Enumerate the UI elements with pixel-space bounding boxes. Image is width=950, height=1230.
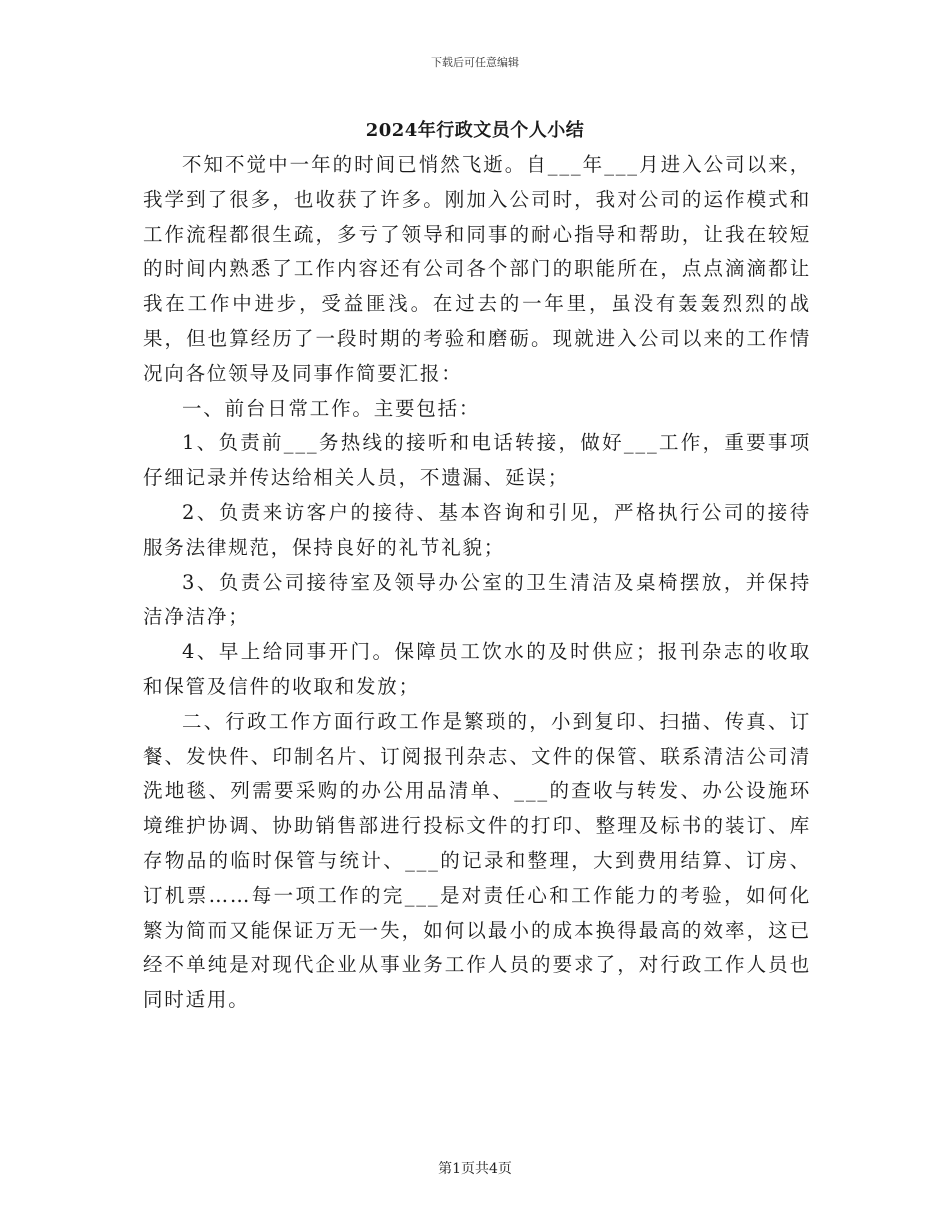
document-body <box>143 148 811 1018</box>
document-title: 2024年行政文员个人小结 <box>365 120 585 141</box>
paragraph: 4、早上给同事开门。保障员工饮水的及时供应；报刊杂志的收取和保管及信件的收取和发放； <box>143 640 811 698</box>
paragraph: 1、负责前___务热线的接听和电话转接，做好___工作，重要事项仔细记录并传达给相关人员，不遗漏、延误； <box>143 431 811 490</box>
page-number: 第1页共4页 <box>438 1161 512 1177</box>
paragraph: 3、负责公司接待室及领导办公室的卫生清洁及桌椅摆放，并保持洁净洁净； <box>143 570 811 629</box>
paragraph: 不知不觉中一年的时间已悄然飞逝。自___年___月进入公司以来，我学到了很多，也收获了许多。刚加入公司时，我对公司的运作模式和工作流程都很生疏，多亏了领导和同事的耐心指导和帮助，让我在较短的时间内熟悉了工作内容还有公司各个部门的职能所在，点点滴滴都让我在工作中进步，受益匪浅。在过去的一年里，虽没有轰轰烈烈的战果，但也算经历了一段时期的考验和磨砺。现就进入公司以来的工作情况向各位领导及同事作简要汇报： <box>143 153 811 385</box>
paragraph: 一、前台日常工作。主要包括： <box>182 396 481 420</box>
paragraph: 2、负责来访客户的接待、基本咨询和引见，严格执行公司的接待服务法律规范，保持良好的礼节礼貌； <box>143 500 811 559</box>
header-note: 下载后可任意编辑 <box>431 56 519 69</box>
paragraph: 二、行政工作方面行政工作是繁琐的，小到复印、扫描、传真、订餐、发快件、印制名片、订阅报刊杂志、文件的保管、联系清洁公司清洗地毯、列需要采购的办公用品清单、___的查收与转发、办公设施环境维护协调、协助销售部进行投标文件的打印、整理及标书的装订、库存物品的临时保管与统计、___的记录和整理，大到费用结算、订房、订机票……每一项工作的完___是对责任心和工作能力的考验，如何化繁为简而又能保证万无一失，如何以最小的成本换得最高的效率，这已经不单纯是对现代企业从事业务工作人员的要求了，对行政工作人员也同时适用。 <box>143 709 811 1012</box>
